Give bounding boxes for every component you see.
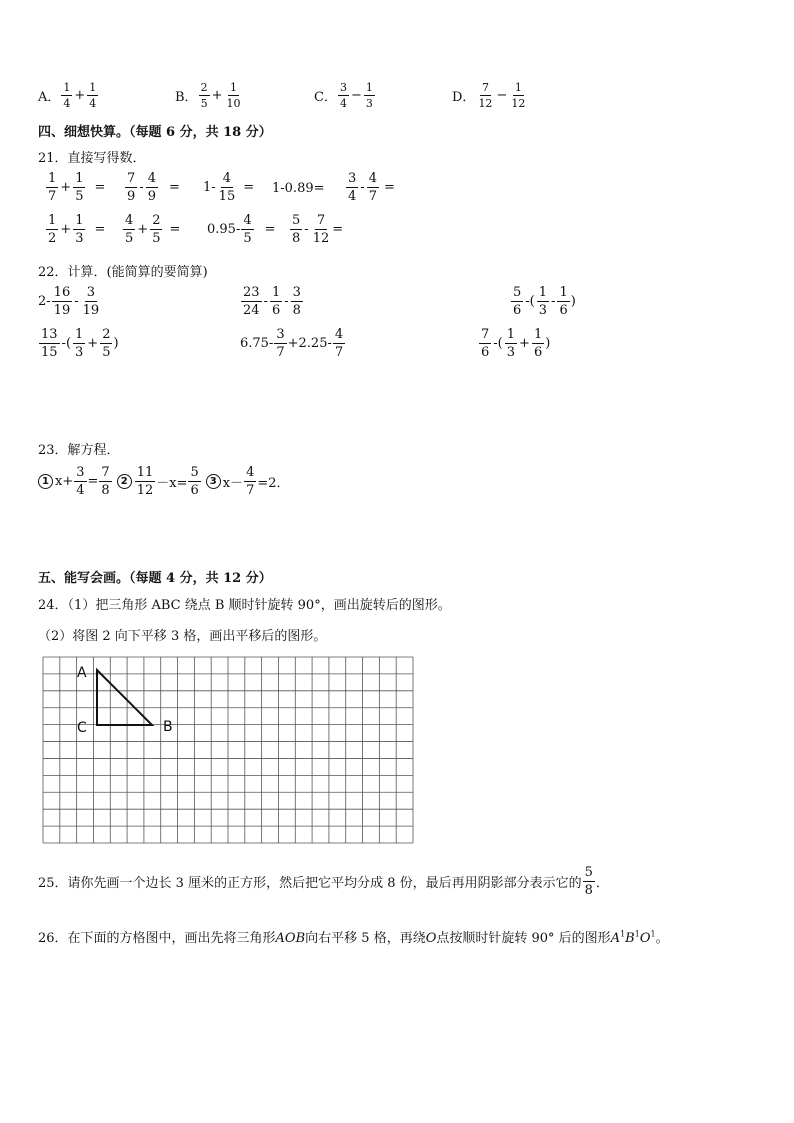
section-heading: 四、细想快算。（每题 6 分，共 18 分） (38, 125, 272, 140)
question-21-title: 21．直接写得数． (38, 151, 146, 166)
circled-number: 3 (206, 474, 221, 489)
fraction: $\frac{16}{19}$ (53, 285, 71, 318)
q21-expr: $\frac{4}{5}$ + $\frac{2}{5}$ = (125, 213, 181, 246)
fraction: $\frac{2}{5}$ (200, 81, 208, 110)
q21-expr: $\frac{3}{4}$ - $\frac{4}{7}$ = (348, 171, 395, 204)
fraction: $\frac{1}{10}$ (226, 81, 241, 110)
option-b: B． $\frac{2}{5}$ + $\frac{1}{10}$ (175, 81, 241, 110)
fraction: $\frac{4}{7}$ (334, 327, 344, 360)
label-a: A (77, 665, 87, 681)
fraction: $\frac{7}{9}$ (127, 171, 136, 204)
fraction: $\frac{2}{5}$ (102, 327, 111, 360)
q22-expr: $\frac{13}{15}$ -( $\frac{1}{3}$ + $\frac{2}{5}$ ) (41, 327, 119, 360)
fraction: $\frac{3}{4}$ (339, 81, 347, 110)
fraction: $\frac{4}{15}$ (218, 171, 236, 204)
q22-expr: $\frac{7}{6}$ -( $\frac{1}{3}$ + $\frac{1}{6}$ ) (481, 327, 551, 360)
fraction: $\frac{5}{8}$ (584, 865, 593, 898)
question-24-line1: 24．（1）把三角形 ABC 绕点 B 顺时针旋转 90°，画出旋转后的图形。 (38, 598, 451, 613)
fraction: $\frac{4}{7}$ (368, 171, 377, 204)
fraction: $\frac{5}{6}$ (513, 285, 522, 318)
option-c: C． $\frac{3}{4}$ − $\frac{1}{3}$ (314, 81, 373, 110)
fraction: $\frac{1}{4}$ (89, 81, 97, 110)
fraction: $\frac{4}{7}$ (246, 465, 255, 498)
fraction: $\frac{4}{5}$ (125, 213, 134, 246)
q21-expr: 1-0.89= (272, 181, 325, 196)
fraction: $\frac{1}{3}$ (538, 285, 548, 318)
q21-expr: 1- $\frac{4}{15}$ = (203, 171, 255, 204)
label-b: B (163, 719, 173, 735)
section-heading: 五、能写会画。（每题 4 分，共 12 分） (38, 571, 272, 586)
q22-expr: 6.75- $\frac{3}{7}$ +2.25- $\frac{4}{7}$ (240, 327, 344, 360)
fraction: $\frac{1}{6}$ (533, 327, 543, 360)
fraction: $\frac{5}{6}$ (190, 465, 199, 498)
q21-expr: 0.95- $\frac{4}{5}$ = (207, 213, 276, 246)
fraction: $\frac{7}{6}$ (481, 327, 490, 360)
q21-expr: $\frac{5}{8}$ - $\frac{7}{12}$ = (292, 213, 344, 246)
fraction: $\frac{1}{6}$ (271, 285, 281, 318)
fraction: $\frac{3}{7}$ (276, 327, 285, 360)
grid-lines (43, 657, 413, 843)
fraction: $\frac{1}{5}$ (75, 171, 84, 204)
grid-figure (42, 656, 416, 846)
fraction: $\frac{4}{5}$ (243, 213, 252, 246)
fraction: $\frac{3}{8}$ (292, 285, 301, 318)
fraction: $\frac{1}{3}$ (75, 213, 84, 246)
option-a: A． $\frac{1}{4}$ + $\frac{1}{4}$ (38, 81, 97, 110)
question-23-title: 23．解方程． (38, 443, 120, 458)
circled-number: 2 (117, 474, 132, 489)
fraction: $\frac{3}{4}$ (348, 171, 357, 204)
q21-expr: $\frac{1}{7}$ + $\frac{1}{5}$ = (48, 171, 106, 204)
question-26: 26．在下面的方格图中，画出先将三角形AOB向右平移 5 格，再绕O点按顺时针旋转 90° 后的图形$A^1B^1O^1$。 (38, 929, 669, 946)
option-d: D． $\frac{7}{12}$ − $\frac{1}{12}$ (452, 81, 526, 110)
q22-expr: $\frac{5}{6}$ -( $\frac{1}{3}$ - $\frac{1}{6}$ ) (513, 285, 576, 318)
q21-expr: $\frac{1}{2}$ + $\frac{1}{3}$ = (48, 213, 106, 246)
fraction: $\frac{3}{19}$ (82, 285, 100, 318)
fraction: $\frac{1}{6}$ (559, 285, 568, 318)
fraction: $\frac{3}{4}$ (76, 465, 85, 498)
fraction: $\frac{2}{5}$ (152, 213, 161, 246)
fraction: $\frac{1}{3}$ (506, 327, 516, 360)
fraction: $\frac{4}{9}$ (147, 171, 156, 204)
fraction: $\frac{11}{12}$ (136, 465, 154, 498)
fraction: $\frac{1}{12}$ (511, 81, 526, 110)
fraction: $\frac{1}{4}$ (63, 81, 71, 110)
fraction: $\frac{7}{12}$ (312, 213, 330, 246)
q23-equations: 1 x+ $\frac{3}{4}$ = $\frac{7}{8}$ 2 $\frac{11}{12}$ －x= $\frac{5}{6}$ 3 x－ $\frac{4}{7}$ =2． (38, 466, 290, 497)
circled-number: 1 (38, 474, 53, 489)
fraction: $\frac{1}{3}$ (75, 327, 84, 360)
fraction: $\frac{1}{3}$ (365, 81, 373, 110)
fraction: $\frac{13}{15}$ (41, 327, 58, 360)
fraction: $\frac{1}{7}$ (48, 171, 57, 204)
question-24-line2: （2）将图 2 向下平移 3 格，画出平移后的图形。 (38, 629, 327, 644)
question-22-title: 22．计算．(能简算的要简算) (38, 265, 208, 280)
q22-expr: $\frac{23}{24}$ - $\frac{1}{6}$ - $\frac{3}{8}$ (243, 285, 301, 318)
fraction: $\frac{23}{24}$ (243, 285, 260, 318)
fraction: $\frac{5}{8}$ (292, 213, 301, 246)
q21-expr: $\frac{7}{9}$ - $\frac{4}{9}$ = (127, 171, 180, 204)
q22-expr: 2- $\frac{16}{19}$ - $\frac{3}{19}$ (38, 285, 100, 318)
fraction: $\frac{1}{2}$ (48, 213, 57, 246)
label-c: C (77, 720, 87, 736)
fraction: $\frac{7}{12}$ (478, 81, 493, 110)
question-25: 25．请你先画一个边长 3 厘米的正方形，然后把它平均分成 8 份，最后再用阴影部分表示它的 $\frac{5}{8}$ ． (38, 865, 609, 898)
fraction: $\frac{7}{8}$ (101, 465, 110, 498)
